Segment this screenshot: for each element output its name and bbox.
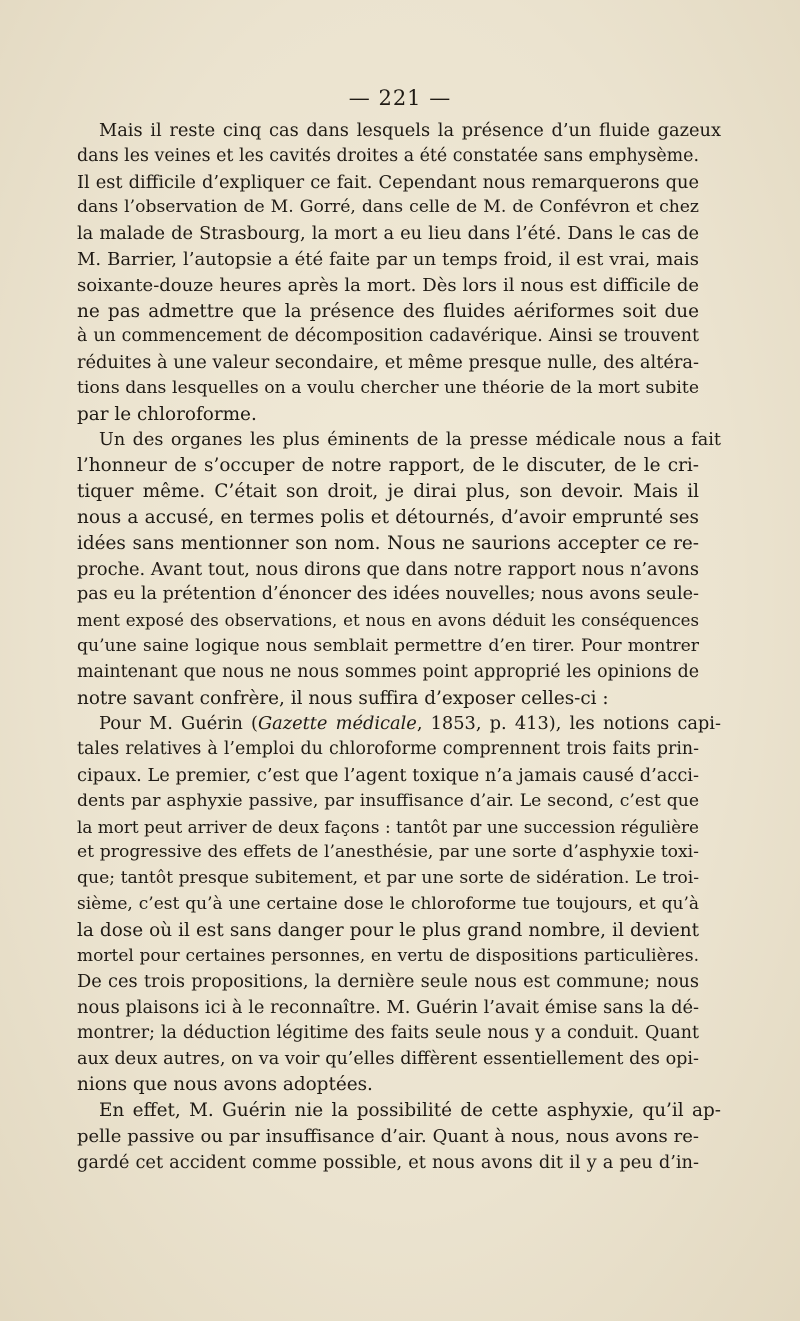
text-run: Pour M. Guérin ( bbox=[99, 713, 258, 735]
page-number: — 221 — bbox=[348, 86, 452, 110]
paragraph-2 bbox=[77, 428, 721, 712]
text-line: ment exposé des observations, et nous en avons déduit les conséquences bbox=[77, 611, 699, 631]
text-line: dans les veines et les cavités droites a été constatée sans emphysème. bbox=[77, 145, 699, 166]
text-line: ne pas admettre que la présence des fluides aériformes soit due bbox=[77, 300, 699, 322]
text-line: pas eu la prétention d’énoncer des idées nouvelles; nous avons seule- bbox=[77, 584, 699, 605]
text-line: et progressive des effets de l’anesthésie, par une sorte d’asphyxie toxi- bbox=[77, 842, 699, 863]
text-line: nous plaisons ici à le reconnaître. M. Guérin l’avait émise sans la dé- bbox=[77, 997, 699, 1019]
text-line: dans l’observation de M. Gorré, dans celle de M. de Confévron et chez bbox=[77, 197, 699, 218]
paragraph-3 bbox=[77, 711, 721, 1098]
paragraph-1 bbox=[77, 118, 721, 428]
text-line: la dose où il est sans danger pour le plus grand nombre, il devient bbox=[77, 919, 699, 941]
text-line: la mort peut arriver de deux façons : tantôt par une succession régulière bbox=[77, 816, 699, 837]
text-line: réduites à une valeur secondaire, et même presque nulle, des altéra- bbox=[77, 352, 699, 374]
text-line: qu’une saine logique nous semblait permettre d’en tirer. Pour montrer bbox=[77, 635, 699, 656]
text-line: pelle passive ou par insuffisance d’air. Quant à nous, nous avons re- bbox=[77, 1126, 699, 1148]
text-line: soixante-douze heures après la mort. Dès lors il nous est difficile de bbox=[77, 274, 699, 296]
text-line: Un des organes les plus éminents de la presse médicale nous a fait bbox=[99, 429, 721, 450]
text-line bbox=[77, 711, 721, 737]
text-line: dents par asphyxie passive, par insuffisance d’air. Le second, c’est que bbox=[77, 790, 699, 811]
text-line: tions dans lesquelles on a voulu chercher une théorie de la mort subite bbox=[77, 377, 699, 398]
text-line: que; tantôt presque subitement, et par une sorte de sidération. Le troi- bbox=[77, 868, 699, 889]
text-line: sième, c’est qu’à une certaine dose le chloroforme tue toujours, et qu’à bbox=[77, 893, 699, 914]
text-line: Il est difficile d’expliquer ce fait. Cependant nous remarquerons que bbox=[77, 171, 699, 193]
text-line: la malade de Strasbourg, la mort a eu lieu dans l’été. Dans le cas de bbox=[77, 223, 699, 245]
text-line: à un commencement de décomposition cadavérique. Ainsi se trouvent bbox=[77, 326, 699, 347]
text-line: montrer; la déduction légitime des faits seule nous y a conduit. Quant bbox=[77, 1022, 699, 1043]
text-line: proche. Avant tout, nous dirons que dans notre rapport nous n’avons bbox=[77, 558, 699, 580]
text-run: , 1853, p. 413), les notions capi- bbox=[416, 713, 721, 735]
text-line: mortel pour certaines personnes, en vertu de dispositions particulières. bbox=[77, 945, 699, 966]
text-line: par le chloroforme. bbox=[77, 403, 257, 425]
text-line: tales relatives à l’emploi du chloroforme comprennent trois faits prin- bbox=[77, 739, 699, 760]
text-line: Mais il reste cinq cas dans lesquels la présence d’un fluide gazeux bbox=[99, 120, 721, 141]
text-line: tiquer même. C’était son droit, je dirai plus, son devoir. Mais il bbox=[77, 481, 699, 503]
text-line: cipaux. Le premier, c’est que l’agent toxique n’a jamais causé d’acci- bbox=[77, 764, 699, 786]
text-line: nous a accusé, en termes polis et détournés, d’avoir emprunté ses bbox=[77, 506, 699, 528]
journal-title: Gazette médicale bbox=[257, 713, 417, 735]
text-line: l’honneur de s’occuper de notre rapport, de le discuter, de le cri- bbox=[77, 455, 699, 477]
paragraph-4 bbox=[77, 1098, 721, 1175]
text-line: De ces trois propositions, la dernière seule nous est commune; nous bbox=[77, 971, 699, 993]
text-line: M. Barrier, l’autopsie a été faite par un temps froid, il est vrai, mais bbox=[77, 248, 699, 270]
text-line: notre savant confrère, il nous suffira d’exposer celles-ci : bbox=[77, 687, 609, 709]
text-line: idées sans mentionner son nom. Nous ne saurions accepter ce re- bbox=[77, 532, 699, 554]
body-text bbox=[77, 118, 721, 1176]
text-line: aux deux autres, on va voir qu’elles diffèrent essentiellement des opi- bbox=[77, 1048, 699, 1069]
text-line: En effet, M. Guérin nie la possibilité de cette asphyxie, qu’il ap- bbox=[99, 1100, 721, 1122]
text-line: maintenant que nous ne nous sommes point approprié les opinions de bbox=[77, 661, 699, 682]
text-line: gardé cet accident comme possible, et nous avons dit il y a peu d’in- bbox=[77, 1151, 699, 1173]
text-line: nions que nous avons adoptées. bbox=[77, 1074, 373, 1096]
